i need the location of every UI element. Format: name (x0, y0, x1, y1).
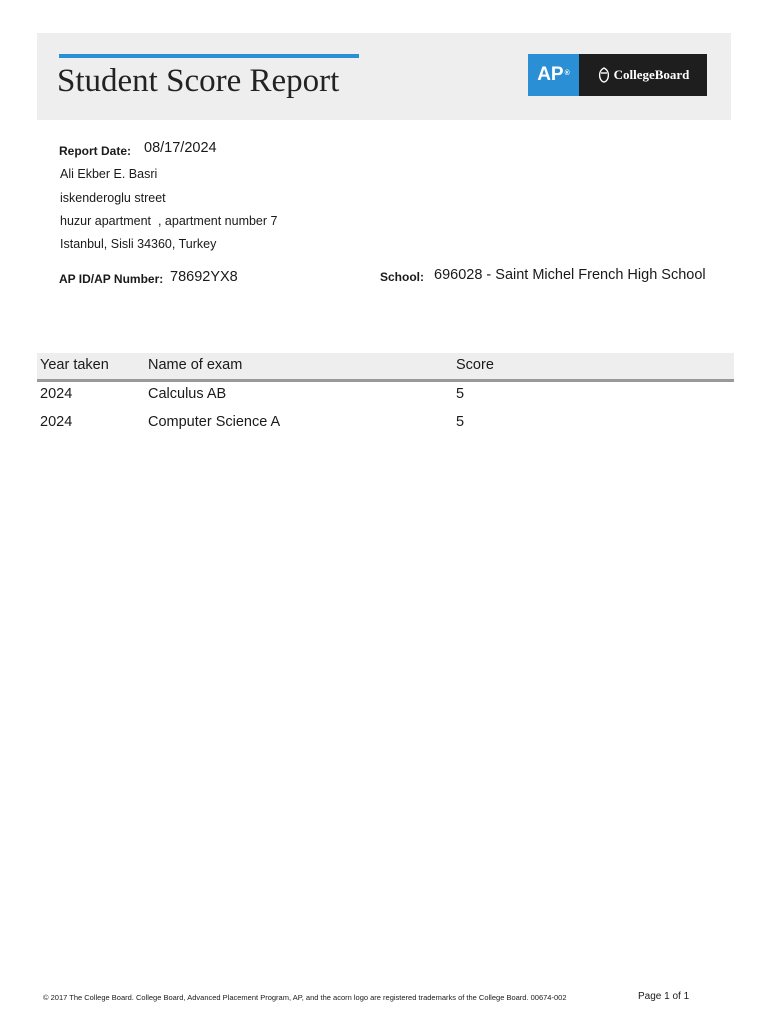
row-year: 2024 (40, 386, 73, 402)
row-year: 2024 (40, 414, 73, 430)
address-line-2: huzur apartment , apartment number 7 (60, 214, 278, 228)
report-header (37, 33, 731, 120)
report-date-label: Report Date: (59, 144, 132, 158)
acorn-icon (597, 67, 611, 83)
column-header-score: Score (456, 357, 494, 373)
ap-collegeboard-logo (528, 54, 707, 96)
collegeboard-logo-text: CollegeBoard (613, 67, 690, 82)
score-table-header (37, 353, 734, 382)
copyright-notice: © 2017 The College Board. College Board, Advanced Placement Program, AP, and the acorn logo are registered trademarks of the College Board. 00674-002 (43, 993, 567, 1002)
page-title: Student Score Report (57, 63, 340, 99)
row-score: 5 (456, 414, 465, 430)
ap-logo-text: AP (537, 64, 564, 85)
address-line-1: iskenderoglu street (60, 191, 166, 205)
student-name: Ali Ekber E. Basri (60, 167, 158, 181)
ap-id-value: 78692YX8 (170, 269, 238, 285)
collegeboard-logo (579, 54, 707, 96)
header-accent-rule (59, 54, 359, 58)
page-number: Page 1 of 1 (638, 991, 690, 1002)
address-line-3: Istanbul, Sisli 34360, Turkey (60, 237, 217, 251)
registered-mark: ® (564, 69, 570, 77)
column-header-year: Year taken (40, 357, 109, 373)
ap-id-label: AP ID/AP Number: (59, 272, 164, 286)
row-exam: Computer Science A (148, 414, 281, 430)
row-score: 5 (456, 386, 465, 402)
school-label: School: (380, 270, 424, 284)
column-header-exam: Name of exam (148, 357, 243, 373)
ap-logo (528, 54, 579, 96)
school-value: 696028 - Saint Michel French High School (434, 267, 706, 283)
row-exam: Calculus AB (148, 386, 227, 402)
report-date-value: 08/17/2024 (144, 140, 217, 156)
